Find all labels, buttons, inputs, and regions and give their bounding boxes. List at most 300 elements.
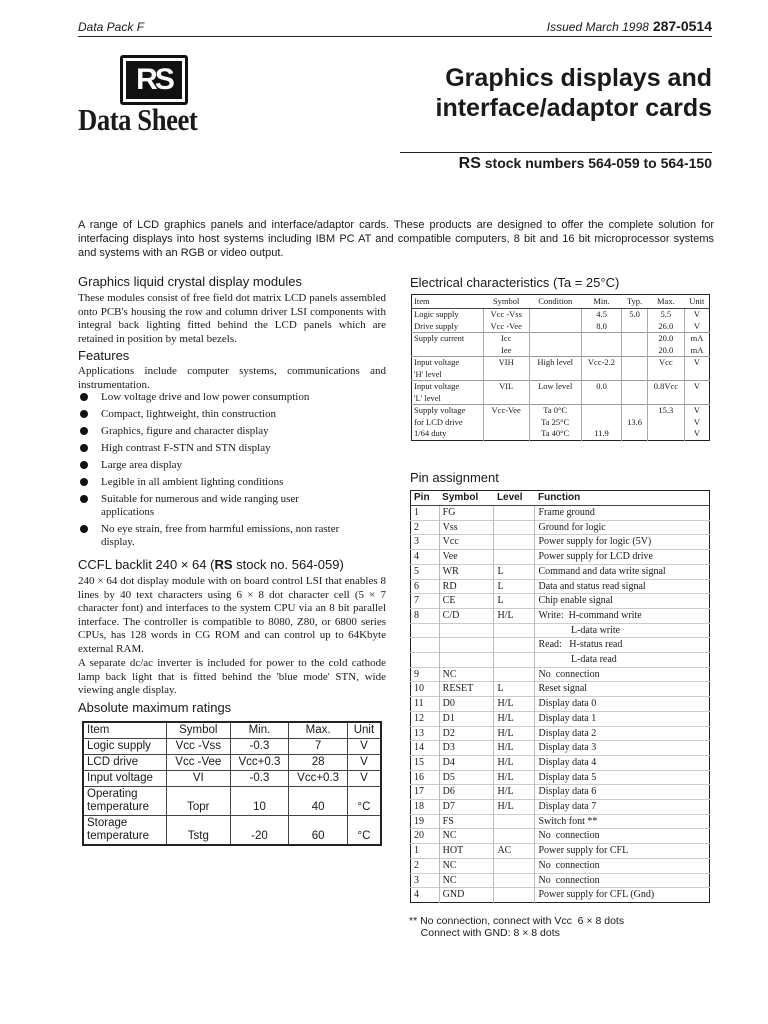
table-cell (622, 333, 647, 345)
table-cell (581, 369, 622, 381)
table-cell: Command and data write signal (535, 564, 710, 579)
table-cell: VIH (483, 357, 529, 369)
table-cell: 12 (411, 711, 440, 726)
table-cell: 4.5 (581, 309, 622, 321)
table-cell: Vss (439, 520, 494, 535)
table-cell: NC (439, 667, 494, 682)
table-cell: Vcc+0.3 (230, 755, 289, 771)
table-cell: Icc (483, 333, 529, 345)
table-cell (647, 428, 684, 440)
table-cell: Input voltage (412, 381, 484, 393)
features-intro: Applications include computer systems, communications and instrumentation. (78, 365, 386, 391)
feature-item (78, 459, 388, 472)
table-row (411, 638, 710, 653)
electrical-table (411, 294, 710, 441)
table-cell: 9 (411, 667, 440, 682)
data-sheet-caption: Data Sheet (78, 102, 198, 137)
table-cell: L-data read (535, 653, 710, 668)
table-cell: HOT (439, 844, 494, 859)
table-cell: Drive supply (414, 320, 459, 331)
column-header: Unit (347, 722, 381, 739)
table-cell: FS (439, 814, 494, 829)
feature-item (78, 442, 388, 455)
table-row (411, 829, 710, 844)
stock-range: stock numbers 564-059 to 564-150 (480, 155, 712, 171)
issue-date: Issued March 1998 (546, 20, 649, 34)
column-header: Typ. (622, 295, 647, 309)
table-cell: Display data 0 (535, 697, 710, 712)
table-cell: 17 (411, 785, 440, 800)
table-cell (685, 369, 710, 381)
table-cell: Topr (167, 787, 231, 816)
table-cell: Vcc-Vee (483, 405, 529, 417)
table-row (411, 623, 710, 638)
table-cell (529, 369, 581, 381)
bullet-icon (80, 410, 88, 418)
table-row (411, 506, 710, 521)
table-cell: D2 (439, 726, 494, 741)
table-row (411, 550, 710, 565)
table-cell (581, 417, 622, 429)
table-cell (494, 506, 535, 521)
table-cell: Read: H-status read (535, 638, 710, 653)
table-cell: D0 (439, 697, 494, 712)
table-cell: °C (347, 787, 381, 816)
feature-text: High contrast F-STN and STN display (101, 442, 271, 454)
table-cell (622, 357, 647, 369)
table-cell: D1 (439, 711, 494, 726)
column-header: Symbol (483, 295, 529, 309)
table-cell: Vcc+0.3 (289, 771, 348, 787)
table-cell (647, 417, 684, 429)
table-cell (622, 345, 647, 357)
table-cell: VIL (483, 381, 529, 393)
table-row (411, 667, 710, 682)
table-cell: WR (439, 564, 494, 579)
table-cell: 0.0 (581, 381, 622, 393)
table-cell: H/L (494, 785, 535, 800)
pin-table-body (411, 506, 710, 903)
table-cell (647, 393, 684, 405)
table-cell: Low level (529, 381, 581, 393)
features-heading: Features (78, 348, 130, 363)
features-list (78, 391, 388, 553)
table-cell: Switch font ** (535, 814, 710, 829)
table-cell (439, 653, 494, 668)
column-header: Symbol (439, 491, 494, 506)
table-cell (622, 321, 647, 333)
table-cell: L (494, 594, 535, 609)
table-cell: H/L (494, 770, 535, 785)
table-cell: 'H' level (414, 368, 442, 379)
table-row (412, 357, 710, 369)
table-cell (494, 873, 535, 888)
electrical-heading: Electrical characteristics (Ta = 25°C) (410, 275, 620, 290)
table-cell: 2 (411, 858, 440, 873)
page-title (436, 63, 713, 123)
feature-text: Large area display (101, 459, 183, 471)
table-cell: 3 (411, 535, 440, 550)
table-row (412, 333, 710, 345)
table-cell: mA (685, 345, 710, 357)
table-cell: Supply current (412, 333, 484, 345)
ccfl-heading (78, 557, 344, 572)
table-cell: Ta 25°C (529, 417, 581, 429)
table-cell (581, 393, 622, 405)
table-cell: Chip enable signal (535, 594, 710, 609)
table-cell (494, 888, 535, 903)
table-row (411, 888, 710, 903)
table-cell: Storage temperature (83, 816, 167, 846)
table-cell: 5.5 (647, 309, 684, 321)
table-cell: 60 (289, 816, 348, 846)
table-row (411, 520, 710, 535)
table-row (411, 800, 710, 815)
table-cell: NC (439, 858, 494, 873)
table-cell: 13.6 (622, 417, 647, 429)
table-cell: H/L (494, 697, 535, 712)
table-cell: Vcc -Vee (483, 321, 529, 333)
table-cell: 0.8Vcc (647, 381, 684, 393)
table-cell: L (494, 579, 535, 594)
table-cell: Display data 1 (535, 711, 710, 726)
table-header-row (411, 491, 710, 506)
feature-text: Low voltage drive and low power consumption (101, 391, 310, 403)
table-cell: Iee (483, 345, 529, 357)
table-cell (411, 653, 440, 668)
footnote-line2: Connect with GND: 8 × 8 dots (409, 927, 560, 939)
column-header: Item (412, 295, 484, 309)
table-cell (483, 393, 529, 405)
table-row (412, 428, 710, 440)
table-cell (494, 814, 535, 829)
table-cell: 1 (411, 844, 440, 859)
table-cell: H/L (494, 755, 535, 770)
feature-item (78, 425, 388, 438)
ccfl-heading-rs: RS (214, 557, 233, 572)
table-cell: LCD drive (83, 755, 167, 771)
header-divider (78, 36, 712, 37)
table-cell: 13 (411, 726, 440, 741)
table-cell: H/L (494, 800, 535, 815)
title-divider (400, 152, 712, 153)
table-cell: CE (439, 594, 494, 609)
table-cell (647, 369, 684, 381)
column-header: Min. (581, 295, 622, 309)
data-pack-label: Data Pack F (78, 20, 145, 34)
table-row (412, 321, 710, 333)
feature-item (78, 493, 388, 519)
table-cell: Logic supply (83, 739, 167, 755)
issue-info (547, 18, 712, 34)
table-cell (411, 638, 440, 653)
column-header: Condition (529, 295, 581, 309)
table-row (412, 369, 710, 381)
table-cell (622, 369, 647, 381)
table-cell: 11 (411, 697, 440, 712)
table-cell: for LCD drive (414, 416, 463, 427)
footnote-line1: ** No connection, connect with Vcc 6 × 8 dots (409, 915, 625, 927)
ccfl-inverter-text: A separate dc/ac inverter is included for power to the cold cathode lamp back light that is fitted behind the 'blue mode' STN, wide viewing angle display. (78, 657, 386, 696)
ccfl-heading-b: stock no. 564-059) (232, 557, 344, 572)
table-cell: Vcc-2.2 (581, 357, 622, 369)
table-row (411, 594, 710, 609)
table-cell: 5.0 (622, 309, 647, 321)
table-row (83, 755, 381, 771)
pin-footnote (409, 915, 624, 939)
pin-assignment-heading: Pin assignment (410, 470, 499, 485)
table-row (412, 309, 710, 321)
table-cell: °C (347, 816, 381, 846)
table-cell: V (685, 309, 710, 321)
table-cell: V (685, 405, 710, 417)
table-cell: Vcc -Vss (483, 309, 529, 321)
table-cell: Supply voltage (412, 405, 484, 417)
table-cell: 6 (411, 579, 440, 594)
table-cell: High level (529, 357, 581, 369)
table-cell: 2 (411, 520, 440, 535)
table-row (411, 785, 710, 800)
table-cell: 5 (411, 564, 440, 579)
table-cell: V (685, 417, 710, 429)
ccfl-heading-a: CCFL backlit 240 × 64 ( (78, 557, 215, 572)
bullet-icon (80, 444, 88, 452)
table-cell: Write: H-command write (535, 608, 710, 623)
feature-item (78, 391, 388, 404)
table-cell: V (685, 357, 710, 369)
table-cell: 8.0 (581, 321, 622, 333)
table-row (411, 711, 710, 726)
table-cell: 4 (411, 888, 440, 903)
table-cell: NC (439, 873, 494, 888)
table-cell: L (494, 682, 535, 697)
table-cell (581, 345, 622, 357)
table-cell: 11.9 (581, 428, 622, 440)
table-cell: D4 (439, 755, 494, 770)
table-cell (494, 829, 535, 844)
table-cell: V (347, 739, 381, 755)
table-cell: Display data 6 (535, 785, 710, 800)
table-cell (529, 321, 581, 333)
rs-logo (120, 55, 188, 105)
table-cell: V (685, 428, 710, 440)
table-row (83, 787, 381, 816)
table-row (411, 579, 710, 594)
table-row (411, 755, 710, 770)
stock-rs-mark: RS (458, 155, 481, 172)
table-row (412, 345, 710, 357)
bullet-icon (80, 495, 88, 503)
table-cell: Data and status read signal (535, 579, 710, 594)
table-cell: Power supply for logic (5V) (535, 535, 710, 550)
table-cell: 40 (289, 787, 348, 816)
table-cell: H/L (494, 726, 535, 741)
pin-assignment-table (410, 490, 710, 903)
table-cell (581, 405, 622, 417)
bullet-icon (80, 478, 88, 486)
table-cell: Frame ground (535, 506, 710, 521)
feature-text: Suitable for numerous and wide ranging user applications (101, 493, 299, 518)
table-row (411, 858, 710, 873)
table-row (411, 697, 710, 712)
table-cell: Power supply for CFL (Gnd) (535, 888, 710, 903)
table-cell: 20.0 (647, 333, 684, 345)
table-cell (494, 638, 535, 653)
table-cell: Vcc (647, 357, 684, 369)
table-cell: 28 (289, 755, 348, 771)
table-row (411, 844, 710, 859)
column-header: Symbol (167, 722, 231, 739)
table-cell (494, 550, 535, 565)
table-cell (439, 623, 494, 638)
table-cell: 20.0 (647, 345, 684, 357)
table-cell: H/L (494, 711, 535, 726)
electrical-table-body (412, 309, 710, 441)
table-cell: 1 (411, 506, 440, 521)
table-cell (529, 333, 581, 345)
rs-logo-mark: RS (126, 61, 182, 99)
table-cell (483, 428, 529, 440)
table-cell: Input voltage (412, 357, 484, 369)
table-row (412, 381, 710, 393)
table-row (83, 739, 381, 755)
table-cell (412, 345, 484, 357)
table-cell: 18 (411, 800, 440, 815)
table-row (411, 741, 710, 756)
feature-text: Legible in all ambient lighting conditions (101, 476, 284, 488)
table-cell: Ta 0°C (529, 405, 581, 417)
table-cell: Power supply for CFL (535, 844, 710, 859)
table-cell (494, 653, 535, 668)
table-row (411, 726, 710, 741)
table-cell: Power supply for LCD drive (535, 550, 710, 565)
table-cell (529, 309, 581, 321)
table-row (412, 393, 710, 405)
table-row (411, 535, 710, 550)
table-row (412, 405, 710, 417)
table-cell: V (685, 381, 710, 393)
table-cell: mA (685, 333, 710, 345)
column-header: Pin (411, 491, 440, 506)
bullet-icon (80, 427, 88, 435)
table-row (411, 564, 710, 579)
absolute-ratings-table (82, 721, 382, 846)
table-cell: Display data 7 (535, 800, 710, 815)
table-row (411, 608, 710, 623)
table-row (411, 682, 710, 697)
table-cell: 4 (411, 550, 440, 565)
table-cell (494, 667, 535, 682)
feature-text: No eye strain, free from harmful emissions, non raster display. (101, 523, 340, 548)
feature-item (78, 408, 388, 421)
table-cell: 10 (411, 682, 440, 697)
table-cell (494, 858, 535, 873)
table-cell: VI (167, 771, 231, 787)
feature-text: Compact, lightweight, thin construction (101, 408, 277, 420)
table-cell: D6 (439, 785, 494, 800)
table-cell: H/L (494, 741, 535, 756)
table-cell: 19 (411, 814, 440, 829)
table-cell: RESET (439, 682, 494, 697)
modules-text: These modules consist of free field dot matrix LCD panels assembled onto PCB's housing the row and column driver LSI components with integral back lighting fitted behind the LCD panels which are retained in position by metal bezels. (78, 292, 386, 345)
table-row (411, 770, 710, 785)
table-row (83, 816, 381, 846)
table-header-row (412, 295, 710, 309)
table-cell: No connection (535, 829, 710, 844)
table-cell: 'L' level (414, 392, 441, 403)
table-row (412, 417, 710, 429)
table-cell: Tstg (167, 816, 231, 846)
table-cell: FG (439, 506, 494, 521)
column-header: Min. (230, 722, 289, 739)
table-cell (494, 535, 535, 550)
feature-item (78, 476, 388, 489)
table-cell: V (685, 321, 710, 333)
table-row (83, 771, 381, 787)
page-title-line2: interface/adaptor cards (435, 94, 712, 122)
feature-item (78, 523, 388, 549)
table-cell: V (347, 755, 381, 771)
table-header-row (83, 722, 381, 739)
table-cell: Reset signal (535, 682, 710, 697)
table-cell: Operating temperature (83, 787, 167, 816)
table-cell: H/L (494, 608, 535, 623)
table-cell: -20 (230, 816, 289, 846)
table-cell: Vee (439, 550, 494, 565)
table-cell (622, 405, 647, 417)
column-header: Unit (685, 295, 710, 309)
table-cell: D3 (439, 741, 494, 756)
table-cell: D5 (439, 770, 494, 785)
column-header: Max. (289, 722, 348, 739)
table-cell (483, 417, 529, 429)
page-title-line1: Graphics displays and (445, 64, 712, 92)
table-cell: Logic supply (414, 309, 459, 319)
stock-numbers (459, 155, 712, 173)
table-cell: Display data 3 (535, 741, 710, 756)
table-cell (685, 393, 710, 405)
table-cell (439, 638, 494, 653)
table-cell: 20 (411, 829, 440, 844)
table-cell: 7 (289, 739, 348, 755)
absolute-ratings-heading: Absolute maximum ratings (78, 700, 232, 715)
table-cell: 14 (411, 741, 440, 756)
table-cell: RD (439, 579, 494, 594)
intro-paragraph: A range of LCD graphics panels and interface/adaptor cards. These products are designed to offer the complete solution for interfacing displays into host systems including IBM PC AT and compatible computers, 8 bit and 16 bit microprocessor systems and systems with an RGB or video output. (78, 219, 714, 259)
table-row (411, 873, 710, 888)
column-header: Function (535, 491, 710, 506)
table-cell: No connection (535, 667, 710, 682)
table-cell: NC (439, 829, 494, 844)
table-cell (622, 381, 647, 393)
table-row (411, 653, 710, 668)
table-cell (622, 393, 647, 405)
table-cell: Display data 4 (535, 755, 710, 770)
table-cell: 8 (411, 608, 440, 623)
table-cell: V (347, 771, 381, 787)
table-cell: GND (439, 888, 494, 903)
table-cell: Display data 5 (535, 770, 710, 785)
bullet-icon (80, 461, 88, 469)
table-cell (529, 345, 581, 357)
table-cell: No connection (535, 873, 710, 888)
table-cell: Vcc -Vss (167, 739, 231, 755)
table-cell: 26.0 (647, 321, 684, 333)
feature-text: Graphics, figure and character display (101, 425, 269, 437)
table-cell (494, 520, 535, 535)
table-cell: 15 (411, 755, 440, 770)
table-cell: Display data 2 (535, 726, 710, 741)
